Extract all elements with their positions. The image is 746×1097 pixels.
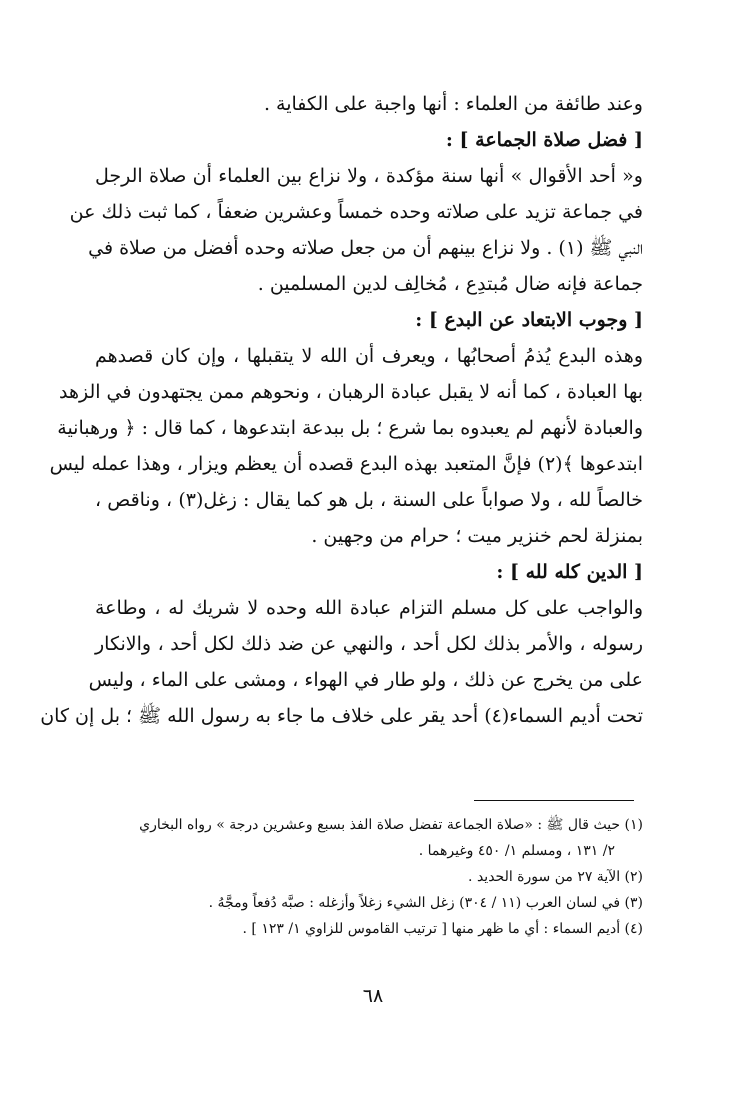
text-line: بها العبادة ، كما أنه لا يقبل عبادة الرهبان ، ونحوهم ممن يجتهدون في الزهد bbox=[58, 381, 643, 403]
text-line: بمنزلة لحم خنزير ميت ؛ حرام من وجهين . bbox=[311, 525, 643, 547]
text-line: ابتدعوها ﴾(٢) فإنَّ المتعبد بهذه البدع قصده أن يعظم ويزار ، وهذا عمله ليس bbox=[49, 453, 643, 475]
section-heading: [ فضل صلاة الجماعة ] : bbox=[445, 129, 643, 151]
text-line: على من يخرج عن ذلك ، ولو طار في الهواء ، ومشى على الماء ، وليس bbox=[88, 669, 643, 691]
text-line: وعند طائفة من العلماء : أنها واجبة على الكفاية . bbox=[263, 93, 643, 115]
section-heading: [ الدين كله لله ] : bbox=[496, 561, 643, 583]
text-line: في جماعة تزيد على صلاته وحده خمساً وعشرين ضعفاً ، كما ثبت ذلك عن bbox=[69, 201, 643, 223]
footnotes bbox=[88, 812, 643, 942]
page-number: ٦٨ bbox=[362, 985, 384, 1007]
text-line: و« أحد الأقوال » أنها سنة مؤكدة ، ولا نزاع بين العلماء أن صلاة الرجل bbox=[95, 165, 643, 187]
text-line: والعبادة لأنهم لم يعبدوه بما شرع ؛ بل ببدعة ابتدعوها ، كما قال : ﴿ ورهبانية bbox=[57, 417, 643, 439]
section-heading: [ وجوب الابتعاد عن البدع ] : bbox=[415, 309, 643, 331]
text-line: النبي ﷺ (١) . ولا نزاع بينهم أن من جعل صلاته وحده أفضل من صلاة في bbox=[88, 237, 643, 259]
text-line: رسوله ، والأمر بذلك لكل أحد ، والنهي عن ضد ذلك لكل أحد ، والانكار bbox=[95, 633, 643, 655]
footnote-1: (١) حيث قال ﷺ : «صلاة الجماعة تفضل صلاة الفذ بسبع وعشرين درجة » رواه البخاري bbox=[139, 817, 643, 833]
footnote-3: (٣) في لسان العرب (١١ / ٣٠٤) زغل الشيء زغلاً وأزغله : صبَّه دُفعاً ومجَّهُ . bbox=[208, 895, 643, 911]
footnote-1-continuation: ٢/ ١٣١ ، ومسلم ١/ ٤٥٠ وغيرهما . bbox=[418, 843, 615, 859]
text-line: والواجب على كل مسلم التزام عبادة الله وحده لا شريك له ، وطاعة bbox=[95, 597, 643, 619]
text-line: تحت أديم السماء(٤) أحد يقر على خلاف ما جاء به رسول الله ﷺ ؛ بل إن كان bbox=[40, 705, 643, 727]
text-line: وهذه البدع يُذمُ أصحابُها ، ويعرف أن الله لا يتقبلها ، وإن كان قصدهم bbox=[95, 345, 643, 367]
footnote-2: (٢) الآية ٢٧ من سورة الحديد . bbox=[468, 869, 643, 885]
text-line: خالصاً لله ، ولا صواباً على السنة ، بل هو كما يقال : زغل(٣) ، وناقص ، bbox=[95, 489, 643, 511]
text-line: جماعة فإنه ضال مُبتدِع ، مُخالِف لدين المسلمين . bbox=[257, 273, 643, 295]
footnote-4: (٤) أديم السماء : أي ما ظهر منها [ ترتيب القاموس للزاوي ١/ ١٢٣ ] . bbox=[242, 921, 643, 937]
main-text bbox=[40, 86, 643, 734]
footnote-divider bbox=[474, 800, 634, 801]
